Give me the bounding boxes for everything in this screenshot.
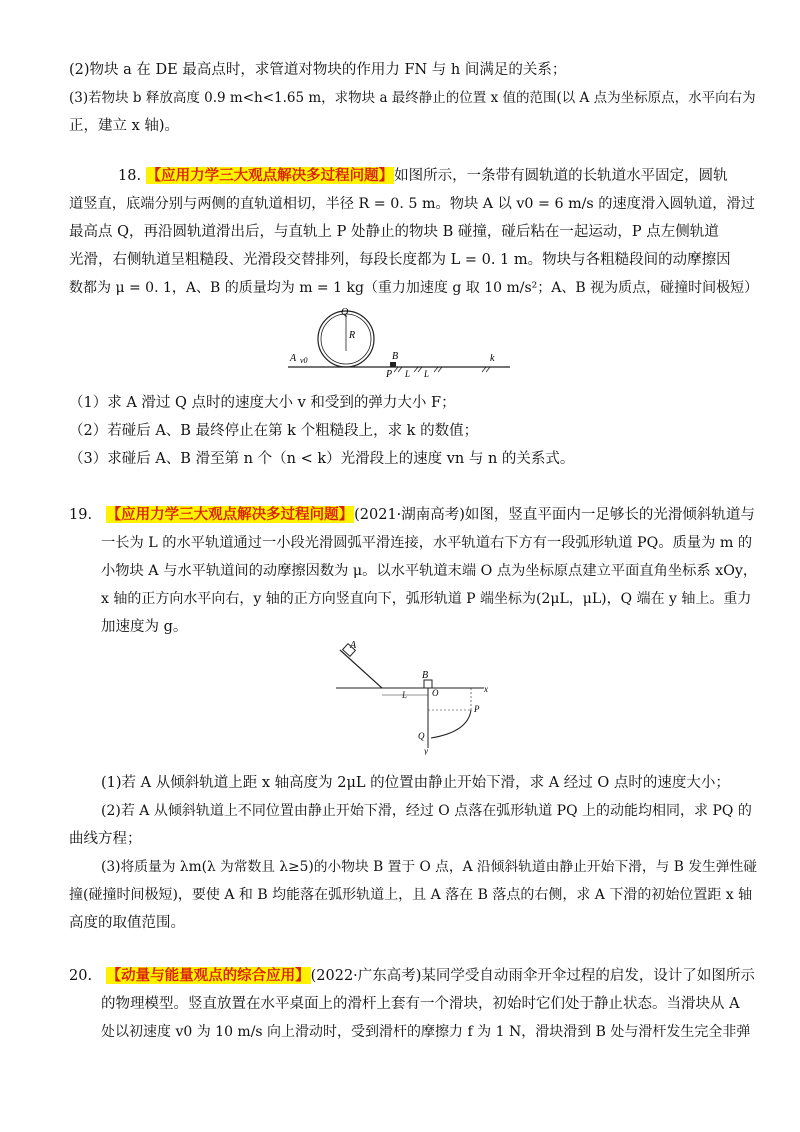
q19-sub: (1)若 A 从倾斜轨道上距 x 轴高度为 2μL 的位置由静止开始下滑，求 A 经过 O 点时的速度大小； <box>101 775 730 791</box>
q19-sub: 高度的取值范围。 <box>69 915 185 931</box>
q19-sub: (3)将质量为 λm(λ 为常数且 λ≥5)的小物块 B 置于 O 点，A 沿倾斜轨道由静止开始下滑，与 B 发生弹性碰 <box>101 859 758 875</box>
q20-first-line <box>69 966 755 986</box>
q18-line1: 如图所示，一条带有圆轨道的长轨道水平固定，圆轨 <box>394 168 728 184</box>
q20-number: 20. <box>69 968 93 984</box>
q18-line: 道竖直，底端分别与两侧的直轨道相切，半径 R = 0. 5 m。物块 A 以 v0 = 6 m/s 的速度滑入圆轨道，滑过 <box>69 196 755 212</box>
q18-label-v0: v0 <box>300 356 308 365</box>
q19-label-x: x <box>484 684 488 694</box>
q18-label-R: R <box>349 330 356 341</box>
q19-label-P: P <box>474 704 480 714</box>
q19-label-B: B <box>422 670 429 681</box>
q20-line1: (2022·广东高考)某同学受自动雨伞开伞过程的启发，设计了如图所示 <box>310 968 755 984</box>
q18-label-L2: L <box>424 369 430 379</box>
q19-line: x 轴的正方向水平向右，y 轴的正方向竖直向下，弧形轨道 P 端坐标为(2μL，μL)，Q 端在 y 轴上。重力 <box>101 591 752 607</box>
q18-figure <box>278 305 518 385</box>
q18-line: 光滑，右侧轨道呈粗糙段、光滑段交替排列，每段长度都为 L = 0. 1 m。物块与各粗糙段间的动摩擦因 <box>69 252 731 268</box>
q20-topic-tag: 【动量与能量观点的综合应用】 <box>106 967 310 984</box>
q19-line1: (2021·湖南高考)如图，竖直平面内一足够长的光滑倾斜轨道与 <box>354 507 755 523</box>
q19-sub: 曲线方程； <box>69 831 142 847</box>
q18-block-B <box>390 362 396 367</box>
q19-label-Q: Q <box>418 731 425 741</box>
q19-label-L: L <box>402 690 408 700</box>
q18-topic-tag: 【应用力学三大观点解决多过程问题】 <box>146 167 394 184</box>
q19-number: 19. <box>69 507 93 523</box>
q18-label-B: B <box>392 351 399 362</box>
text-line: (2)物块 a 在 DE 最高点时，求管道对物块的作用力 FN 与 h 间满足的关系； <box>69 62 567 78</box>
q19-sub: (2)若 A 从倾斜轨道上不同位置由静止开始下滑，经过 O 点落在弧形轨道 PQ 上的动能均相同，求 PQ 的 <box>101 803 752 819</box>
q19-label-O: O <box>432 688 439 698</box>
q19-label-A: A <box>350 640 357 651</box>
q18-line: 最高点 Q，再沿圆轨道滑出后，与直轨上 P 处静止的物块 B 碰撞，碰后粘在一起运动，P 点左侧轨道 <box>69 224 719 240</box>
q18-label-L1: L <box>405 369 411 379</box>
q19-sub: 撞(碰撞时间极短)，要使 A 和 B 均能落在弧形轨道上，且 A 落在 B 落点的右侧，求 A 下滑的初始位置距 x 轴 <box>69 887 753 903</box>
q20-line: 的物理模型。竖直放置在水平桌面上的滑杆上套有一个滑块，初始时它们处于静止状态。当滑块从 A <box>101 996 740 1012</box>
q18-line: 数都为 μ = 0. 1，A、B 的质量均为 m = 1 kg（重力加速度 g 取 10 m/s²；A、B 视为质点，碰撞时间极短） <box>69 280 759 296</box>
q18-sub: （3）求碰后 A、B 滑至第 n 个（n < k）光滑段上的速度 vn 与 n 的关系式。 <box>69 451 575 467</box>
q18-sub: （1）求 A 滑过 Q 点时的速度大小 v 和受到的弹力大小 F； <box>69 395 456 411</box>
q19-line: 加速度为 g。 <box>101 619 188 635</box>
q18-sub: （2）若碰后 A、B 最终停止在第 k 个粗糙段上，求 k 的数值； <box>69 423 479 439</box>
q19-arc-PQ <box>431 710 471 738</box>
q19-figure <box>336 640 496 755</box>
q18-number: 18. <box>118 168 142 184</box>
q19-first-line <box>69 505 755 525</box>
q19-line: 小物块 A 与水平轨道间的动摩擦因数为 μ。以水平轨道末端 O 点为坐标原点建立平面直角坐标系 xOy， <box>101 563 758 579</box>
text-line: 正，建立 x 轴)。 <box>69 118 180 134</box>
q18-label-Q: Q <box>341 307 349 318</box>
q19-topic-tag: 【应用力学三大观点解决多过程问题】 <box>106 506 354 523</box>
q18-first-line <box>118 166 728 186</box>
q18-label-k: k <box>490 353 495 364</box>
q18-label-P: P <box>386 369 393 380</box>
text-line: (3)若物块 b 释放高度 0.9 m<h<1.65 m，求物块 a 最终静止的位置 x 值的范围(以 A 点为坐标原点，水平向右为 <box>69 90 756 106</box>
q18-label-A: A <box>290 353 297 364</box>
q20-line: 处以初速度 v0 为 10 m/s 向上滑动时，受到滑杆的摩擦力 f 为 1 N，滑块滑到 B 处与滑杆发生完全非弹 <box>101 1024 751 1040</box>
q19-line: 一长为 L 的水平轨道通过一小段光滑圆弧平滑连接，水平轨道右下方有一段弧形轨道 PQ。质量为 m 的 <box>101 535 753 551</box>
q19-label-y: y <box>424 746 428 755</box>
q19-block-B <box>424 680 432 688</box>
q19-incline <box>340 650 382 688</box>
